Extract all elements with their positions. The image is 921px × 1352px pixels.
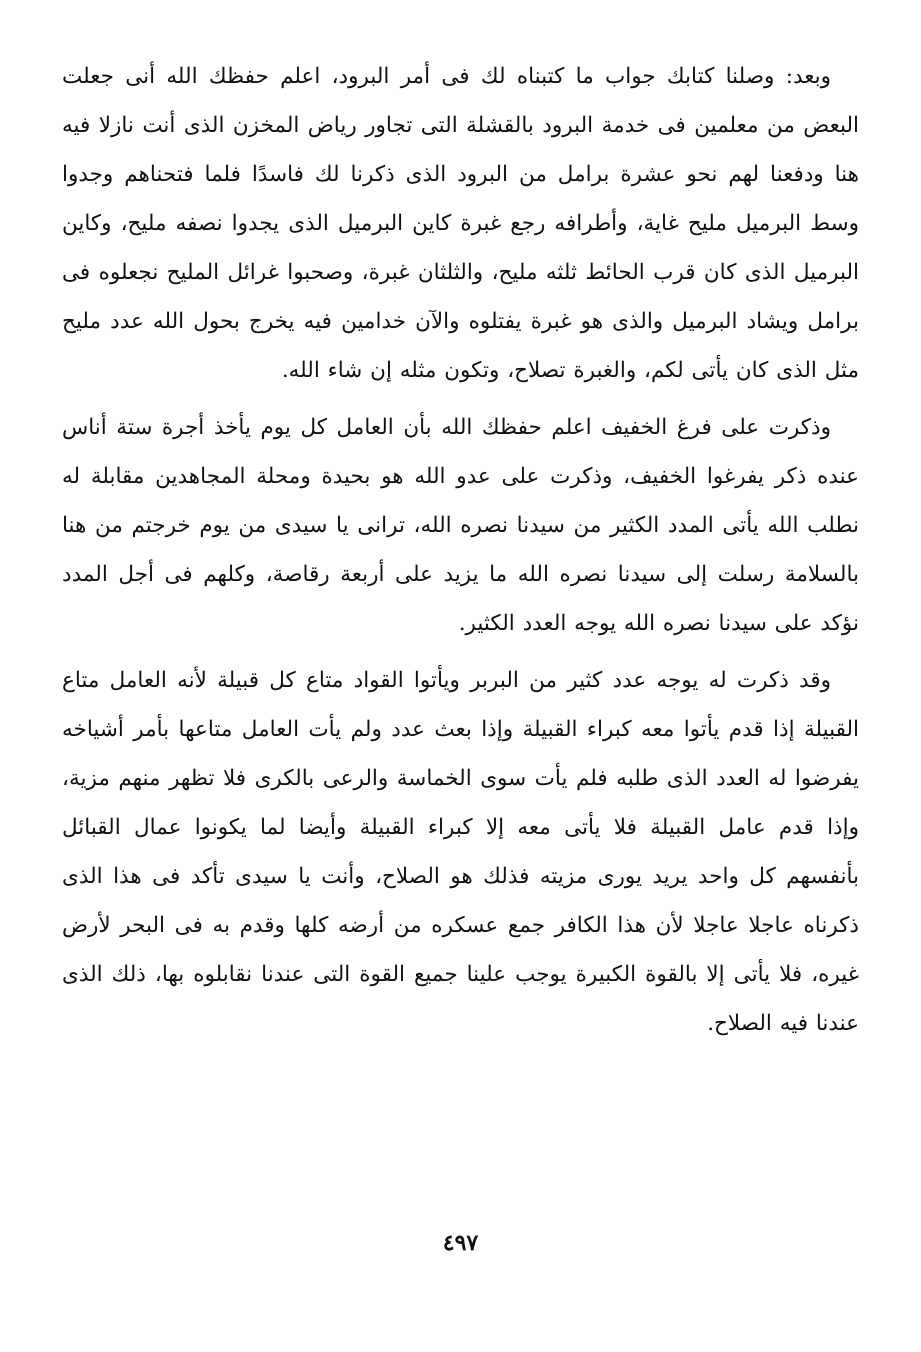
page-number: ٤٩٧ [442, 1230, 479, 1256]
paragraph-3: وقد ذكرت له يوجه عدد كثير من البربر ويأتوا القواد متاع كل قبيلة لأنه العامل متاع القبيلة إذا قدم يأتوا معه كبراء القبيلة وإذا بعث عدد ولم يأت العامل متاعها بأمر أشياخه يفرضوا له العدد الذى طلبه فلم يأت سوى الخماسة والرعى بالكرى فلا تظهر منهم مزية، وإذا قدم عامل القبيلة فلا يأتى معه إلا كبراء القبيلة وأيضا لما يكونوا عمال القبائل بأنفسهم كل واحد يريد يورى مزيته فذلك هو الصلاح، وأنت يا سيدى تأكد فى هذا الذى ذكرناه عاجلا عاجلا لأن هذا الكافر جمع عسكره من أرضه كلها وقدم به فى البحر لأرض غيره، فلا يأتى إلا بالقوة الكبيرة يوجب علينا جميع القوة التى عندنا نقابلوه بها، ذلك الذى عندنا فيه الصلاح. [62, 668, 859, 1036]
paragraph-1: وبعد: وصلنا كتابك جواب ما كتبناه لك فى أمر البرود، اعلم حفظك الله أنى جعلت البعض من معلمين فى خدمة البرود بالقشلة التى تجاور رياض المخزن الذى أنت نازلا فيه هنا ودفعنا لهم نحو عشرة برامل من البرود الذى ذكرنا لك فاسدًا فلما فتحناهم وجدوا وسط البرميل مليح غاية، وأطرافه رجع غبرة كاين البرميل الذى يجدوا نصفه مليح، وكاين البرميل الذى كان قرب الحائط ثلثه مليح، والثلثان غبرة، وصحبوا غرائل المليح نجعلوه فى برامل ويشاد البرميل والذى هو غبرة يفتلوه والآن خدامين فيه يخرج بحول الله عدد مليح مثل الذى كان يأتى لكم، والغبرة تصلاح، وتكون مثله إن شاء الله. [62, 64, 859, 383]
paragraph-2: وذكرت على فرغ الخفيف اعلم حفظك الله بأن العامل كل يوم يأخذ أجرة ستة أناس عنده ذكر يفرغوا الخفيف، وذكرت على عدو الله هو بحيدة ومحلة المجاهدين مقابلة له نطلب الله يأتى المدد الكثير من سيدنا نصره الله، ترانى يا سيدى من يوم خرجتم من هنا بالسلامة رسلت إلى سيدنا نصره الله ما يزيد على أربعة رقاصة، وكلهم فى أجل المدد نؤكد على سيدنا نصره الله يوجه العدد الكثير. [62, 415, 859, 636]
